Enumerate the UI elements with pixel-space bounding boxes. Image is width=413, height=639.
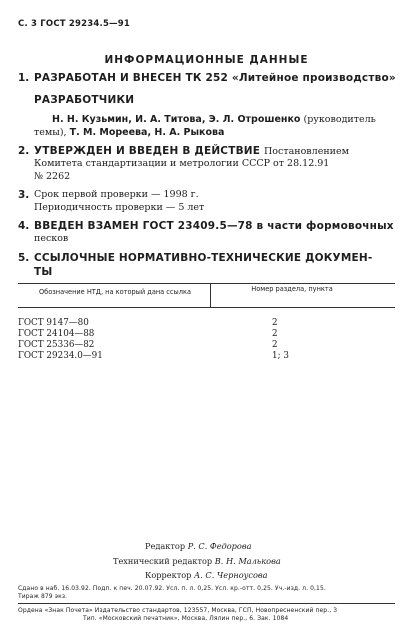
section-1-developers-heading: РАЗРАБОТЧИКИ — [34, 94, 135, 106]
credits-corrector — [145, 570, 268, 580]
credits-corrector-name: А. С. Черноусова — [194, 570, 268, 580]
credits-editor — [145, 541, 251, 551]
section-5-line-2: ТЫ — [34, 266, 53, 278]
imprint-line-1: Сдано в наб. 16.03.92. Подп. к печ. 20.07.92. Усл. п. л. 0,25. Усл. кр.-отт. 0,25. Уч.-изд. л. 0,15. — [18, 585, 326, 592]
section-1-developers-line-1 — [52, 114, 376, 125]
table-row-1-doc: ГОСТ 9147—80 — [18, 318, 89, 328]
developers-names-1: Н. Н. Кузьмин, И. А. Титова, Э. Л. Отрошенко — [52, 114, 301, 125]
section-2-heading: УТВЕРЖДЕН И ВВЕДЕН В ДЕЙСТВИЕ — [34, 145, 261, 157]
table-row-4-ref: 1; 3 — [272, 351, 289, 361]
section-3-line-2: Периодичность проверки — 5 лет — [34, 202, 205, 213]
developers-role-2: темы), — [34, 127, 67, 138]
developers-names-2: Т. М. Мореева, Н. А. Рыкова — [69, 127, 225, 138]
section-2-heading-rest: Постановлением — [264, 146, 349, 157]
credits-tech-editor-label: Технический редактор — [113, 556, 213, 566]
section-4-line-2: песков — [34, 233, 69, 244]
section-5-heading: ССЫЛОЧНЫЕ НОРМАТИВНО-ТЕХНИЧЕСКИЕ ДОКУМЕН- — [34, 252, 373, 264]
section-2-line-2: Комитета стандартизации и метрологии СССР от 28.12.91 — [34, 158, 330, 169]
section-2-number: 2. — [18, 145, 30, 157]
developers-role-1: (руководитель — [303, 114, 376, 125]
table-row-2-ref: 2 — [272, 329, 278, 339]
imprint-line-4: Тип. «Московский печатник», Москва, Лялин пер., 6. Зак. 1084 — [83, 615, 289, 622]
credits-corrector-label: Корректор — [145, 570, 192, 580]
section-2-line-3: № 2262 — [34, 171, 71, 182]
section-5-number: 5. — [18, 252, 30, 264]
table-row-3-doc: ГОСТ 25336—82 — [18, 340, 95, 350]
table-header-rule — [18, 307, 395, 308]
imprint-line-2: Тираж 879 экз. — [18, 593, 68, 600]
page-header: С. 3 ГОСТ 29234.5—91 — [18, 19, 130, 29]
section-3-number: 3. — [18, 189, 30, 201]
section-3-line-1: Срок первой проверки — 1998 г. — [34, 189, 199, 200]
table-row-4-doc: ГОСТ 29234.0—91 — [18, 351, 103, 361]
table-row-1-ref: 2 — [272, 318, 278, 328]
credits-editor-name: Р. С. Федорова — [187, 541, 252, 551]
section-4-heading: ВВЕДЕН ВЗАМЕН ГОСТ 23409.5—78 в части формовочных — [34, 220, 394, 232]
section-2-heading-line — [34, 145, 349, 157]
section-1-developers-line-2 — [34, 127, 224, 138]
imprint-rule — [18, 603, 395, 604]
table-header-document: Обозначение НТД, на который дана ссылка — [38, 288, 192, 296]
credits-tech-editor-name: В. Н. Малькова — [214, 556, 281, 566]
credits-editor-label: Редактор — [145, 541, 186, 551]
section-1-heading: РАЗРАБОТАН И ВНЕСЕН ТК 252 «Литейное производство» — [34, 72, 396, 84]
table-header-section: Номер раздела, пункта — [251, 285, 333, 293]
table-row-2-doc: ГОСТ 24104—88 — [18, 329, 95, 339]
table-column-divider — [210, 283, 211, 307]
table-top-rule — [18, 283, 395, 284]
document-title: ИНФОРМАЦИОННЫЕ ДАННЫЕ — [104, 54, 309, 66]
table-row-3-ref: 2 — [272, 340, 278, 350]
credits-tech-editor — [113, 556, 281, 566]
section-1-number: 1. — [18, 72, 30, 84]
imprint-line-3: Ордена «Знак Почета» Издательство стандартов, 123557, Москва, ГСП, Новопресненский пер., 3 — [18, 607, 338, 614]
section-4-number: 4. — [18, 220, 30, 232]
